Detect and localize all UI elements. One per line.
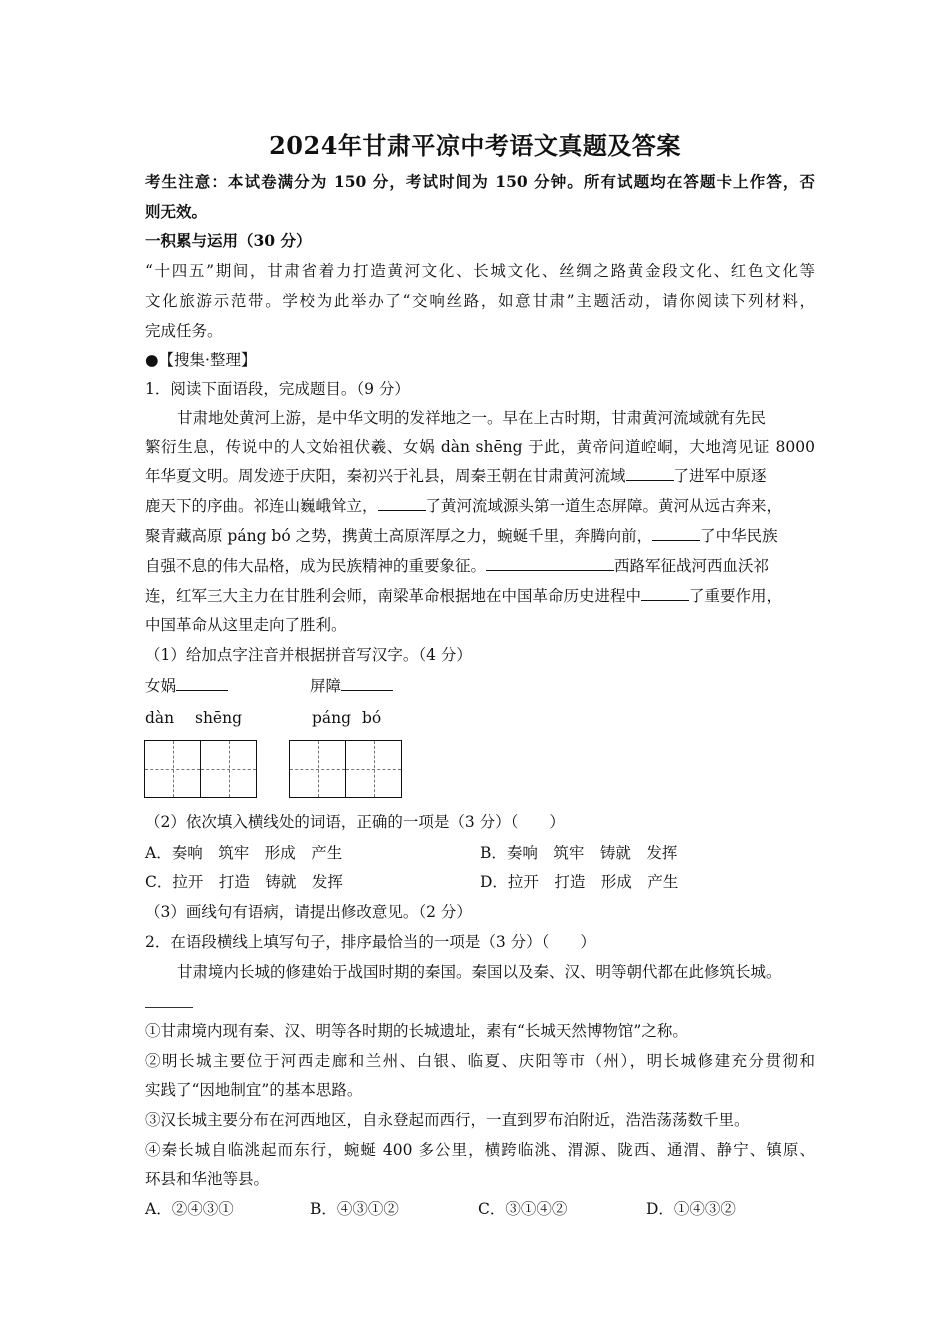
q2-sentence-4b: 环县和华池等县。 [145,1170,270,1188]
q1-passage-line-1: 甘肃地处黄河上游，是中华文明的发祥地之一。早在上古时期，甘肃黄河流域就有先民 [177,409,767,427]
pinyin-sheng: shēng [195,709,243,727]
intro-line-2: 文化旅游示范带。学校为此举办了“交响丝路，如意甘肃”主题活动，请你阅读下列材料， [145,292,815,310]
writing-grid-danshen [144,740,256,798]
intro-line-1: “十四五”期间，甘肃省着力打造黄河文化、长城文化、丝绸之路黄金段文化、红色文化等 [145,262,815,280]
writing-box[interactable] [289,740,346,798]
q2-option-d[interactable]: D．①④③② [646,1200,736,1218]
q2-sentence-1: ①甘肃境内现有秦、汉、明等各时期的长城遗址，素有“长城天然博物馆”之称。 [145,1022,688,1040]
writing-box[interactable] [345,740,402,798]
word-pingzhang [310,676,393,696]
fill-blank-1[interactable] [626,466,674,481]
q2-option-b[interactable]: B．④③①② [310,1200,399,1218]
q1-passage-line-7 [145,586,815,606]
q1-passage-line-3 [145,466,815,486]
q1-sub2: （2）依次填入横线处的词语，正确的一项是（3 分）（ ） [145,813,565,831]
passage-text: 年华夏文明。周发迹于庆阳，秦初兴于礼县，周秦王朝在甘肃黄河流域 [145,467,626,485]
fill-blank-2[interactable] [378,496,426,511]
q2-option-c[interactable]: C．③①④② [478,1200,568,1218]
q2-sentence-2b: 实践了“因地制宜”的基本思路。 [145,1081,363,1099]
passage-text: 聚青藏高原 páng bó 之势，携黄土高原浑厚之力，蜿蜒千里，奔腾向前， [145,527,653,545]
underlined-sentence-marker [486,556,614,571]
fill-blank-q2[interactable] [145,1007,193,1008]
notice-line-1: 考生注意：本试卷满分为 150 分，考试时间为 150 分钟。所有试题均在答题卡上作答，否 [145,172,815,191]
passage-text: 西路军征战河西血沃祁 [614,557,770,575]
page-title: 2024年甘肃平凉中考语文真题及答案 [269,131,681,160]
pinyin-dan: dàn [145,709,175,727]
passage-text: 了重要作用， [689,587,783,605]
writing-box[interactable] [144,740,201,798]
q1-passage-line-2: 繁衍生息，传说中的人文始祖伏羲、女娲 dàn shēng 于此，黄帝问道崆峒，大地湾见证 8000 [145,438,815,456]
passage-text: 鹿天下的序曲。祁连山巍峨耸立， [145,497,378,515]
fill-blank-4[interactable] [641,586,689,601]
q1-sub3: （3）画线句有语病，请提出修改意见。（2 分） [145,903,472,921]
q1-passage-line-8: 中国革命从这里走向了胜利。 [145,616,347,634]
passage-text: 了进军中原逐 [673,467,767,485]
answer-blank-pingzhang[interactable] [341,676,393,691]
q2-option-a[interactable]: A．②④③① [145,1200,234,1218]
q1-option-c[interactable]: C．拉开 打造 铸就 发挥 [145,873,343,891]
notice-line-2: 则无效。 [145,202,208,221]
passage-text: 自强不息的伟大品格，成为民族精神的重要象征。 [145,557,487,575]
intro-line-3: 完成任务。 [145,322,223,340]
word-label: 女娲 [145,677,177,695]
q1-passage-line-6 [145,556,815,576]
q1-stem: 1．阅读下面语段，完成题目。（9 分） [145,380,410,398]
writing-box[interactable] [200,740,257,798]
q1-passage-line-4 [145,496,815,516]
q1-sub1: （1）给加点字注音并根据拼音写汉字。（4 分） [145,646,472,664]
q2-passage: 甘肃境内长城的修建始于战国时期的秦国。秦国以及秦、汉、明等朝代都在此修筑长城。 [177,963,782,981]
answer-blank-nuwa[interactable] [176,676,228,691]
subsection-heading: ●【搜集·整理】 [145,351,257,369]
section-heading: 一积累与运用（30 分） [145,231,312,250]
q1-option-a[interactable]: A．奏响 筑牢 形成 产生 [145,844,343,862]
writing-grid-pangbo [289,740,401,798]
q2-sentence-4a: ④秦长城自临洮起而东行，蜿蜒 400 多公里，横跨临洮、渭源、陇西、通渭、静宁、镇原、 [145,1141,815,1159]
word-nuwa [145,676,228,696]
passage-text: 连，红军三大主力在甘胜利会师，南梁革命根据地在中国革命历史进程中 [145,587,642,605]
q2-sentence-2a: ②明长城主要位于河西走廊和兰州、白银、临夏、庆阳等市（州），明长城修建充分贯彻和 [145,1052,815,1070]
passage-text: 了黄河流域源头第一道生态屏障。黄河从远古奔来， [425,497,783,515]
passage-text: 了中华民族 [700,527,778,545]
q2-stem: 2．在语段横线上填写句子，排序最恰当的一项是（3 分）（ ） [145,933,596,951]
word-label: 屏障 [310,677,342,695]
q2-sentence-3: ③汉长城主要分布在河西地区，自永登起而西行，一直到罗布泊附近，浩浩荡荡数千里。 [145,1111,750,1129]
fill-blank-3[interactable] [652,526,700,541]
pinyin-bo: bó [362,709,382,727]
pinyin-pang: páng [312,709,352,727]
q1-option-b[interactable]: B．奏响 筑牢 铸就 发挥 [480,844,678,862]
q1-option-d[interactable]: D．拉开 打造 形成 产生 [480,873,679,891]
q1-passage-line-5 [145,526,815,546]
